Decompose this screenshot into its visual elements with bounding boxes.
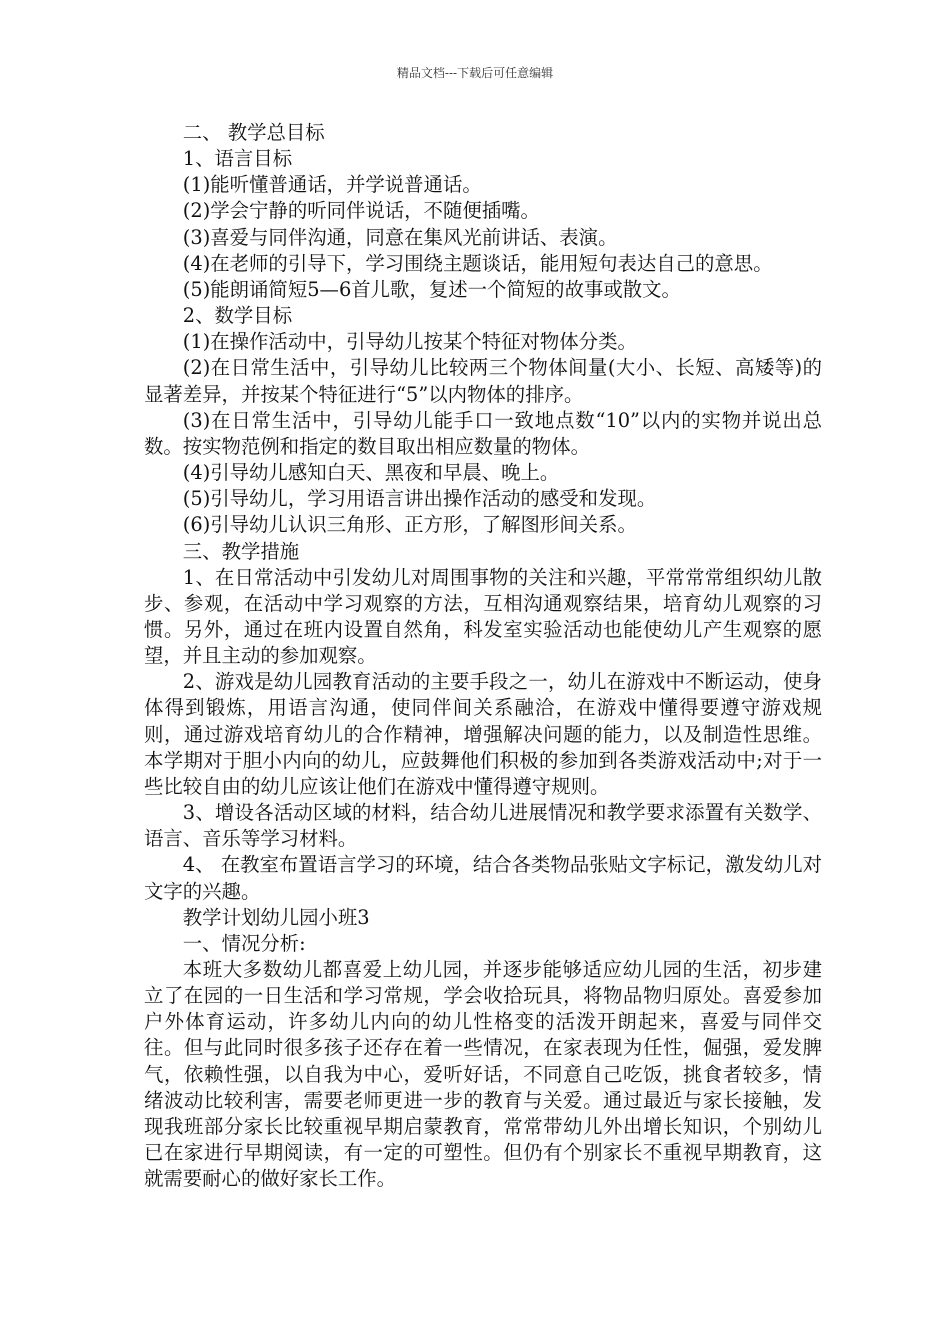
paragraph: (5)引导幼儿，学习用语言讲出操作活动的感受和发现。: [182, 487, 657, 511]
paragraph: 本班大多数幼儿都喜爱上幼儿园，并逐步能够适应幼儿园的生活，初步建立了在园的一日生活和学习常规，学会收拾玩具，将物品物归原处。喜爱参加户外体育运动，许多幼儿内向的幼儿性格变的活泼开朗起来，喜爱与同伴交往。但与此同时很多孩子还存在着一些情况，在家表现为任性，倔强，爱发脾气，依赖性强，以自我为中心，爱听好话，不同意自己吃饭，挑食者较多，情绪波动比较利害，需要老师更进一步的教育与关爱。通过最近与家长接触，发现我班部分家长比较重视早期启蒙教育，常常带幼儿外出增长知识，个别幼儿已在家进行早期阅读，有一定的可塑性。但仍有个别家长不重视早期教育，这就需要耐心的做好家长工作。: [144, 958, 822, 1191]
paragraph: 2、游戏是幼儿园教育活动的主要手段之一，幼儿在游戏中不断运动，使身体得到锻炼，用语言沟通，使同伴间关系融洽，在游戏中懂得要遵守游戏规则，通过游戏培育幼儿的合作精神，增强解决问题的能力，以及制造性思维。本学期对于胆小内向的幼儿，应鼓舞他们积极的参加到各类游戏活动中;对于一些比较自由的幼儿应该让他们在游戏中懂得遵守规则。: [144, 670, 822, 798]
paragraph: 1、在日常活动中引发幼儿对周围事物的关注和兴趣，平常常常组织幼儿散步、参观，在活动中学习观察的方法，互相沟通观察结果，培育幼儿观察的习惯。另外，通过在班内设置自然角，科发室实验活动也能使幼儿产生观察的愿望，并且主动的参加观察。: [144, 565, 822, 668]
paragraph: (3)在日常生活中，引导幼儿能手口一致地点数“10”以内的实物并说出总数。按实物范例和指定的数目取出相应数量的物体。: [144, 408, 822, 458]
paragraph: (6)引导幼儿认识三角形、正方形，了解图形间关系。: [182, 513, 637, 537]
paragraph: 4、 在教室布置语言学习的环境，结合各类物品张贴文字标记，激发幼儿对文字的兴趣。: [144, 853, 822, 903]
paragraph: (1)在操作活动中，引导幼儿按某个特征对物体分类。: [182, 330, 637, 354]
paragraph: (4)在老师的引导下，学习围绕主题谈话，能用短句表达自己的意思。: [182, 251, 773, 275]
subheading: 2、数学目标: [182, 304, 293, 328]
section-heading: 一、情况分析:: [182, 931, 306, 955]
document-title: 教学计划幼儿园小班3: [182, 905, 370, 929]
paragraph: (4)引导幼儿感知白天、黑夜和早晨、晚上。: [182, 461, 560, 485]
section-heading: 三、教学措施: [182, 539, 300, 563]
subheading: 1、语言目标: [182, 147, 293, 171]
page-header: 精品文档---下载后可任意编辑: [396, 66, 554, 80]
paragraph: (1)能听懂普通话，并学说普通话。: [182, 173, 482, 197]
paragraph: (2)在日常生活中，引导幼儿比较两三个物体间量(大小、长短、高矮等)的显著差异，并按某个特征进行“5”以内物体的排序。: [144, 356, 822, 406]
paragraph: (3)喜爱与同伴沟通，同意在集风光前讲话、表演。: [182, 225, 618, 249]
document-body: [144, 120, 822, 1192]
paragraph: (5)能朗诵简短5—6首儿歌，复述一个简短的故事或散文。: [182, 277, 681, 301]
paragraph: 3、增设各活动区域的材料，结合幼儿进展情况和教学要求添置有关数学、语言、音乐等学习材料。: [144, 801, 822, 851]
paragraph: (2)学会宁静的听同伴说话，不随便插嘴。: [182, 199, 540, 223]
section-heading: 二、 教学总目标: [182, 121, 325, 144]
